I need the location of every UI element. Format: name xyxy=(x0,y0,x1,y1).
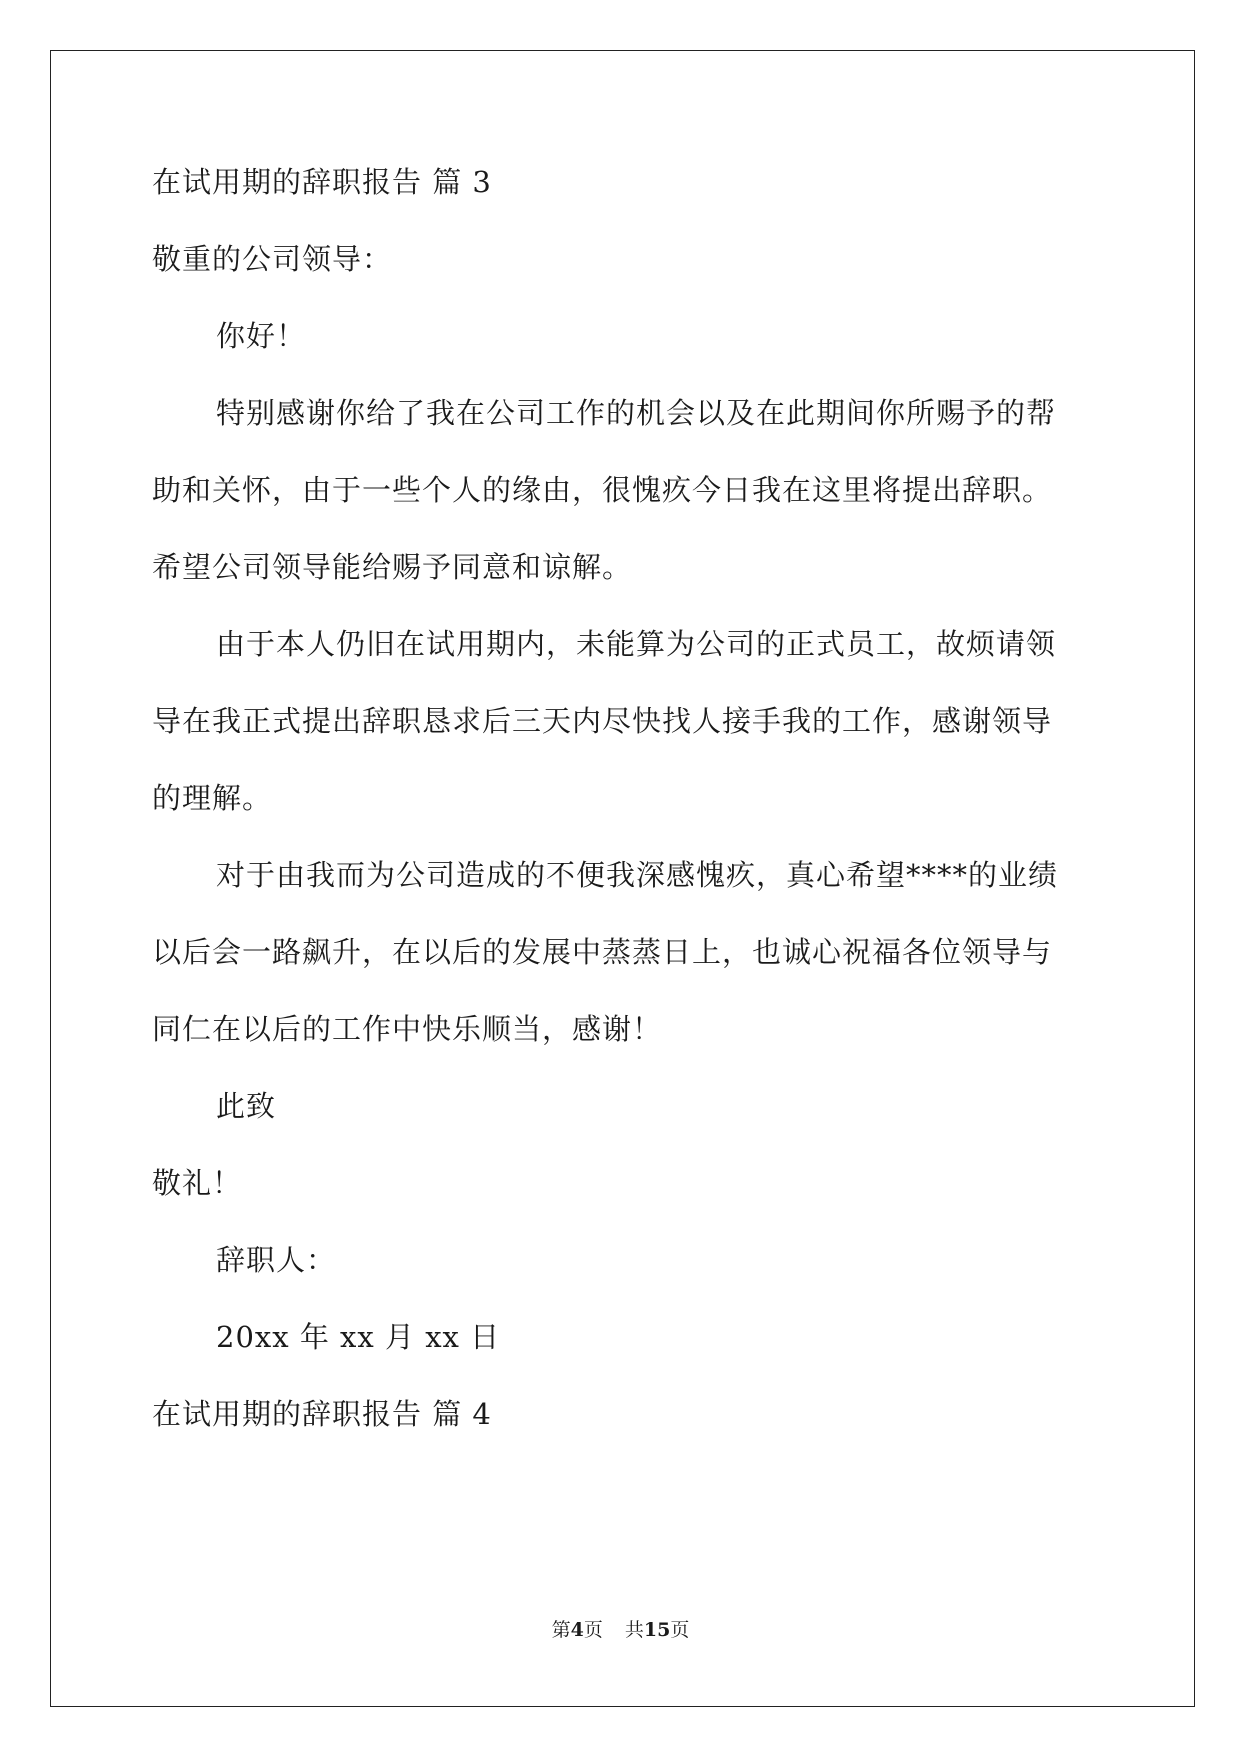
footer-page-suffix: 页 xyxy=(583,1619,603,1641)
paragraph-1-line-3: 希望公司领导能给赐予同意和谅解。 xyxy=(152,550,633,584)
footer-total-pages: 15 xyxy=(643,1619,671,1641)
section-heading-3: 在试用期的辞职报告 篇 3 xyxy=(152,165,492,199)
paragraph-3-line-2: 以后会一路飙升，在以后的发展中蒸蒸日上，也诚心祝福各位领导与 xyxy=(152,935,1053,969)
paragraph-3-line-1: 对于由我而为公司造成的不便我深感愧疚，真心希望****的业绩 xyxy=(216,858,1059,892)
signature-label: 辞职人： xyxy=(216,1243,337,1277)
paragraph-1-line-2: 助和关怀，由于一些个人的缘由，很愧疚今日我在这里将提出辞职。 xyxy=(152,473,1053,507)
footer-total-prefix: 共 xyxy=(624,1619,644,1641)
footer-page-prefix: 第 xyxy=(551,1619,571,1641)
paragraph-2-line-3: 的理解。 xyxy=(152,781,273,815)
paragraph-2-line-1: 由于本人仍旧在试用期内，未能算为公司的正式员工，故烦请领 xyxy=(216,627,1057,661)
section-heading-4: 在试用期的辞职报告 篇 4 xyxy=(152,1397,492,1431)
paragraph-2-line-2: 导在我正式提出辞职恳求后三天内尽快找人接手我的工作，感谢领导 xyxy=(152,704,1053,738)
footer-page-number: 4 xyxy=(570,1619,584,1641)
footer-total-suffix: 页 xyxy=(670,1619,690,1641)
paragraph-1-line-1: 特别感谢你给了我在公司工作的机会以及在此期间你所赐予的帮 xyxy=(216,396,1057,430)
closing-ci-zhi: 此致 xyxy=(216,1089,277,1123)
greeting: 你好！ xyxy=(216,319,307,353)
salutation: 敬重的公司领导： xyxy=(152,242,393,276)
closing-jing-li: 敬礼！ xyxy=(152,1166,243,1200)
date-line: 20xx 年 xx 月 xx 日 xyxy=(216,1320,501,1354)
page-footer xyxy=(0,1618,1241,1642)
paragraph-3-line-3: 同仁在以后的工作中快乐顺当，感谢！ xyxy=(152,1012,663,1046)
